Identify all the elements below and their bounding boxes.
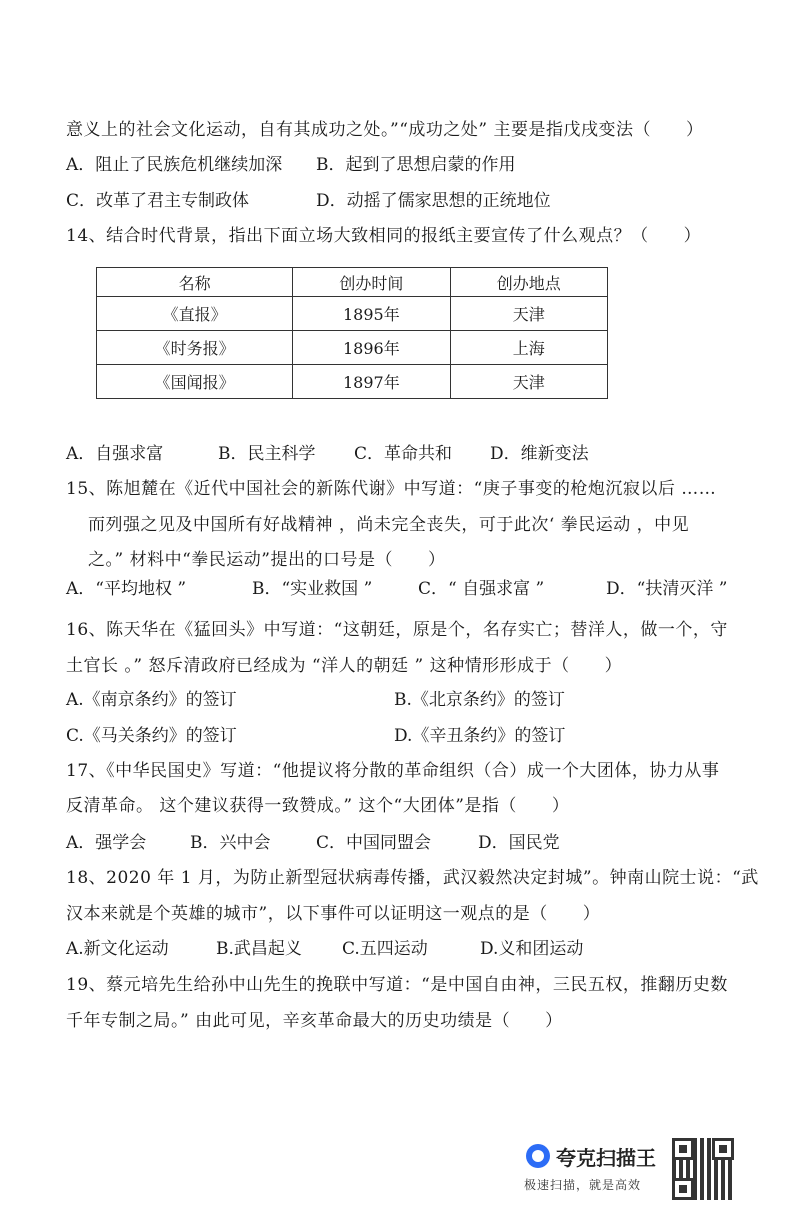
table-cell: 《国闻报》 bbox=[97, 365, 293, 399]
q18-stem-line1: 18、2020 年 1 月，为防止新型冠状病毒传播，武汉毅然决定封城”。钟南山院士说：“武 bbox=[66, 868, 759, 888]
q14-option-b: B．民主科学 bbox=[218, 444, 316, 464]
q19-stem-line2: 千年专制之局。” 由此可见，辛亥革命最大的历史功绩是（ ） bbox=[66, 1011, 563, 1031]
table-header-row bbox=[97, 268, 608, 297]
newspaper-table bbox=[96, 267, 608, 399]
q15-option-b: B．“实业救国 ” bbox=[252, 579, 373, 599]
q18-option-c: C.五四运动 bbox=[342, 939, 428, 959]
table-row bbox=[97, 331, 608, 365]
q16-option-d: D.《辛丑条约》的签订 bbox=[394, 726, 566, 746]
q15-option-d: D．“扶清灭洋 ” bbox=[606, 579, 728, 599]
q13-option-d: D．动摇了儒家思想的正统地位 bbox=[316, 191, 551, 211]
q18-stem-line2: 汉本来就是个英雄的城市”，以下事件可以证明这一观点的是（ ） bbox=[66, 904, 601, 924]
q17-stem-line2: 反清革命。 这个建议获得一致赞成。” 这个“大团体”是指（ ） bbox=[66, 796, 570, 816]
q13-stem: 意义上的社会文化运动，自有其成功之处。”“成功之处” 主要是指戊戌变法（ ） bbox=[66, 120, 704, 140]
scanner-slogan: 极速扫描，就是高效 bbox=[524, 1178, 642, 1192]
q13-option-a: A．阻止了民族危机继续加深 bbox=[66, 155, 283, 175]
q14-stem: 14、结合时代背景，指出下面立场大致相同的报纸主要宣传了什么观点？（ ） bbox=[66, 226, 702, 246]
q17-option-d: D．国民党 bbox=[478, 833, 560, 853]
table-cell: 天津 bbox=[450, 297, 607, 331]
table-header: 创办地点 bbox=[450, 268, 607, 297]
table-header: 名称 bbox=[97, 268, 293, 297]
scanner-watermark bbox=[520, 1140, 670, 1200]
q17-stem-line1: 17、《中华民国史》写道：“他提议将分散的革命组织（合）成一个大团体，协力从事 bbox=[66, 761, 720, 781]
q16-option-a: A.《南京条约》的签订 bbox=[66, 690, 237, 710]
qr-code-icon bbox=[672, 1138, 734, 1200]
table-cell: 1897年 bbox=[293, 365, 450, 399]
q13-option-b: B．起到了思想启蒙的作用 bbox=[316, 155, 516, 175]
q16-option-c: C.《马关条约》的签订 bbox=[66, 726, 237, 746]
table-cell: 天津 bbox=[450, 365, 607, 399]
q18-option-b: B.武昌起义 bbox=[216, 939, 302, 959]
q15-option-c: C．“ 自强求富 ” bbox=[418, 579, 545, 599]
table-cell: 1896年 bbox=[293, 331, 450, 365]
q18-option-d: D.义和团运动 bbox=[480, 939, 584, 959]
table-header: 创办时间 bbox=[293, 268, 450, 297]
q15-stem-line2: 而列强之见及中国所有好战精神 ，尚未完全丧失，可于此次‘ 拳民运动 ，中见 bbox=[88, 515, 690, 535]
table-row bbox=[97, 365, 608, 399]
table-cell: 《直报》 bbox=[97, 297, 293, 331]
q15-stem-line3: 之。” 材料中“拳民运动”提出的口号是（ ） bbox=[88, 550, 446, 570]
q17-option-c: C．中国同盟会 bbox=[316, 833, 432, 853]
q16-stem-line1: 16、陈天华在《猛回头》中写道：“这朝廷，原是个，名存实亡；替洋人，做一个，守 bbox=[66, 620, 728, 640]
q14-option-c: C．革命共和 bbox=[354, 444, 453, 464]
q17-option-b: B．兴中会 bbox=[190, 833, 271, 853]
q17-option-a: A．强学会 bbox=[66, 833, 147, 853]
scanner-app-name: 夸克扫描王 bbox=[556, 1146, 656, 1170]
q19-stem-line1: 19、蔡元培先生给孙中山先生的挽联中写道：“是中国自由神，三民五权，推翻历史数 bbox=[66, 975, 728, 995]
table-cell: 上海 bbox=[450, 331, 607, 365]
table-cell: 1895年 bbox=[293, 297, 450, 331]
q18-option-a: A.新文化运动 bbox=[66, 939, 169, 959]
table-row bbox=[97, 297, 608, 331]
q15-stem-line1: 15、陈旭麓在《近代中国社会的新陈代谢》中写道：“庚子事变的枪炮沉寂以后 …… bbox=[66, 479, 717, 499]
q14-option-a: A．自强求富 bbox=[66, 444, 164, 464]
quark-logo-icon bbox=[526, 1144, 550, 1168]
q15-option-a: A．“平均地权 ” bbox=[66, 579, 187, 599]
q14-option-d: D．维新变法 bbox=[490, 444, 589, 464]
q13-option-c: C．改革了君主专制政体 bbox=[66, 191, 250, 211]
table-cell: 《时务报》 bbox=[97, 331, 293, 365]
q16-option-b: B.《北京条约》的签订 bbox=[394, 690, 565, 710]
q16-stem-line2: 土官长 。” 怒斥清政府已经成为 “洋人的朝廷 ” 这种情形形成于（ ） bbox=[66, 656, 623, 676]
